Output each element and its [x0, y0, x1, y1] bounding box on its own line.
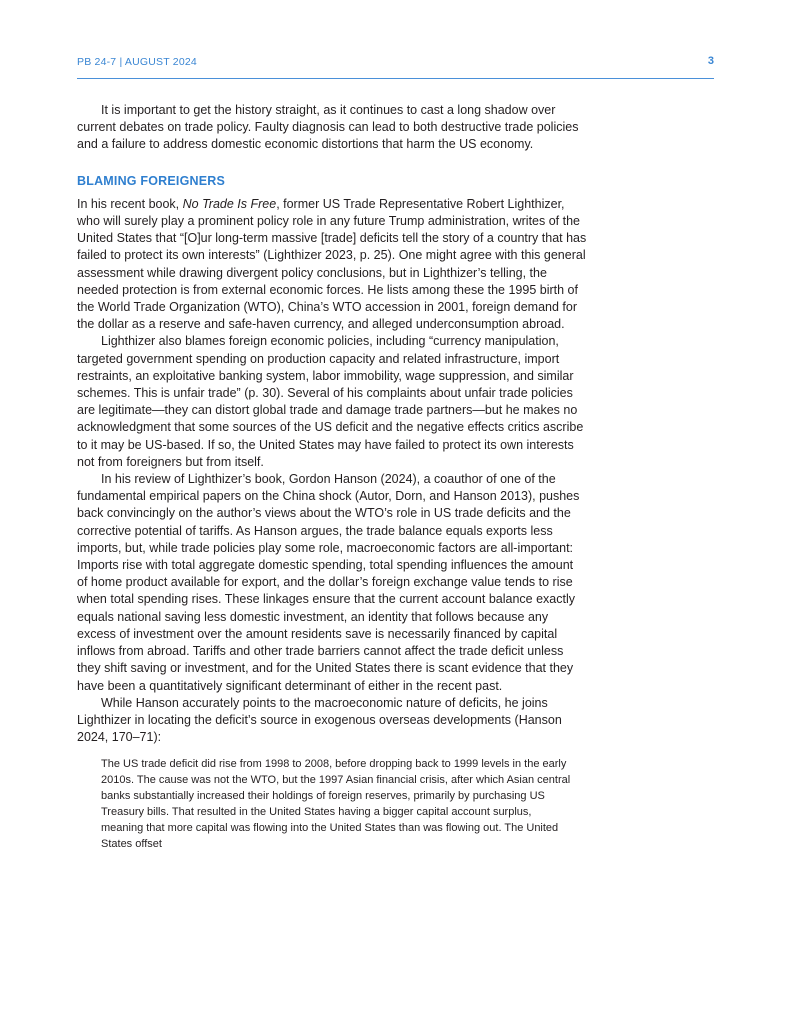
- article-body: [77, 102, 587, 852]
- paragraph-1: [77, 196, 587, 334]
- block-quote: The US trade deficit did rise from 1998 to 2008, before dropping back to 1999 levels in the early 2010s. The cause was not the WTO, but the 1997 Asian financial crisis, after which Asian central banks substantially increased their holdings of foreign reserves, primarily by purchasing US Treasury bills. That resulted in the United States having a bigger capital account surplus, meaning that more capital was flowing into the United States than was flowing out. The United States offset: [101, 758, 571, 851]
- paragraph-1-rest: , former US Trade Representative Robert Lighthizer, who will surely play a prominent policy role in any future Trump administration, writes of the United States that “[O]ur long-term massive [trade] deficits tell the story of a country that has failed to protect its own interests” (Lighthizer 2023, p. 25). One might agree with this general assessment while drawing divergent policy conclusions, but in Lighthizer’s telling, the needed protection is from external economic forces. He lists among these the 1995 birth of the World Trade Organization (WTO), China’s WTO accession in 2001, foreign demand for the dollar as a reserve and safe-haven currency, and alleged underconsumption abroad.: [77, 196, 587, 332]
- paragraph-1-lead: In his recent book,: [77, 196, 183, 211]
- header-issue-date: PB 24-7 | AUGUST 2024: [77, 56, 197, 68]
- page-number: 3: [707, 55, 714, 67]
- paragraph-2: Lighthizer also blames foreign economic policies, including “currency manipulation, targeted government spending on production capacity and related infrastructure, import restraints, an exploitative banking system, labor immobility, wage suppression, and similar schemes. This is unfair trade” (p. 30). Several of his complaints about unfair trade policies are legitimate—they can distort global trade and damage trade partners—but he makes no acknowledgment that some sources of the US deficit and the negative effects critics ascribe to it may be US-based. If so, the United States may have failed to protect its own interests not from foreigners but from itself.: [77, 334, 584, 469]
- paragraph-4: While Hanson accurately points to the macroeconomic nature of deficits, he joins Lighthizer in locating the deficit’s source in exogenous overseas developments (Hanson 2024, 170–71):: [77, 695, 562, 745]
- intro-paragraph: It is important to get the history straight, as it continues to cast a long shadow over current debates on trade policy. Faulty diagnosis can lead to both destructive trade policies and a failure to address domestic economic distortions that harm the US economy.: [77, 103, 579, 152]
- paragraph-3: In his review of Lighthizer’s book, Gordon Hanson (2024), a coauthor of one of the fundamental empirical papers on the China shock (Autor, Dorn, and Hanson 2013), pushes back convincingly on the author’s views about the WTO’s role in US trade deficits and the corrective potential of tariffs. As Hanson argues, the trade balance equals exports less imports, but, while trade policies play some role, macroeconomic factors are all-important: Imports rise with total aggregate domestic spending, total spending influences the amount of home product available for export, and the dollar’s foreign exchange value tends to rise when total spending rises. These linkages ensure that the current account balance exactly equals national saving less domestic investment, an identity that follows because any excess of investment over the amount residents save is necessarily financed by capital inflows from abroad. Tariffs and other trade barriers cannot affect the trade deficit unless they shift saving or investment, and for the United States there is scant evidence that they have been a quantitatively significant determinant of either in the recent past.: [77, 472, 580, 693]
- running-header: [77, 54, 714, 79]
- section-heading: BLAMING FOREIGNERS: [77, 173, 226, 188]
- book-title: No Trade Is Free: [182, 196, 277, 211]
